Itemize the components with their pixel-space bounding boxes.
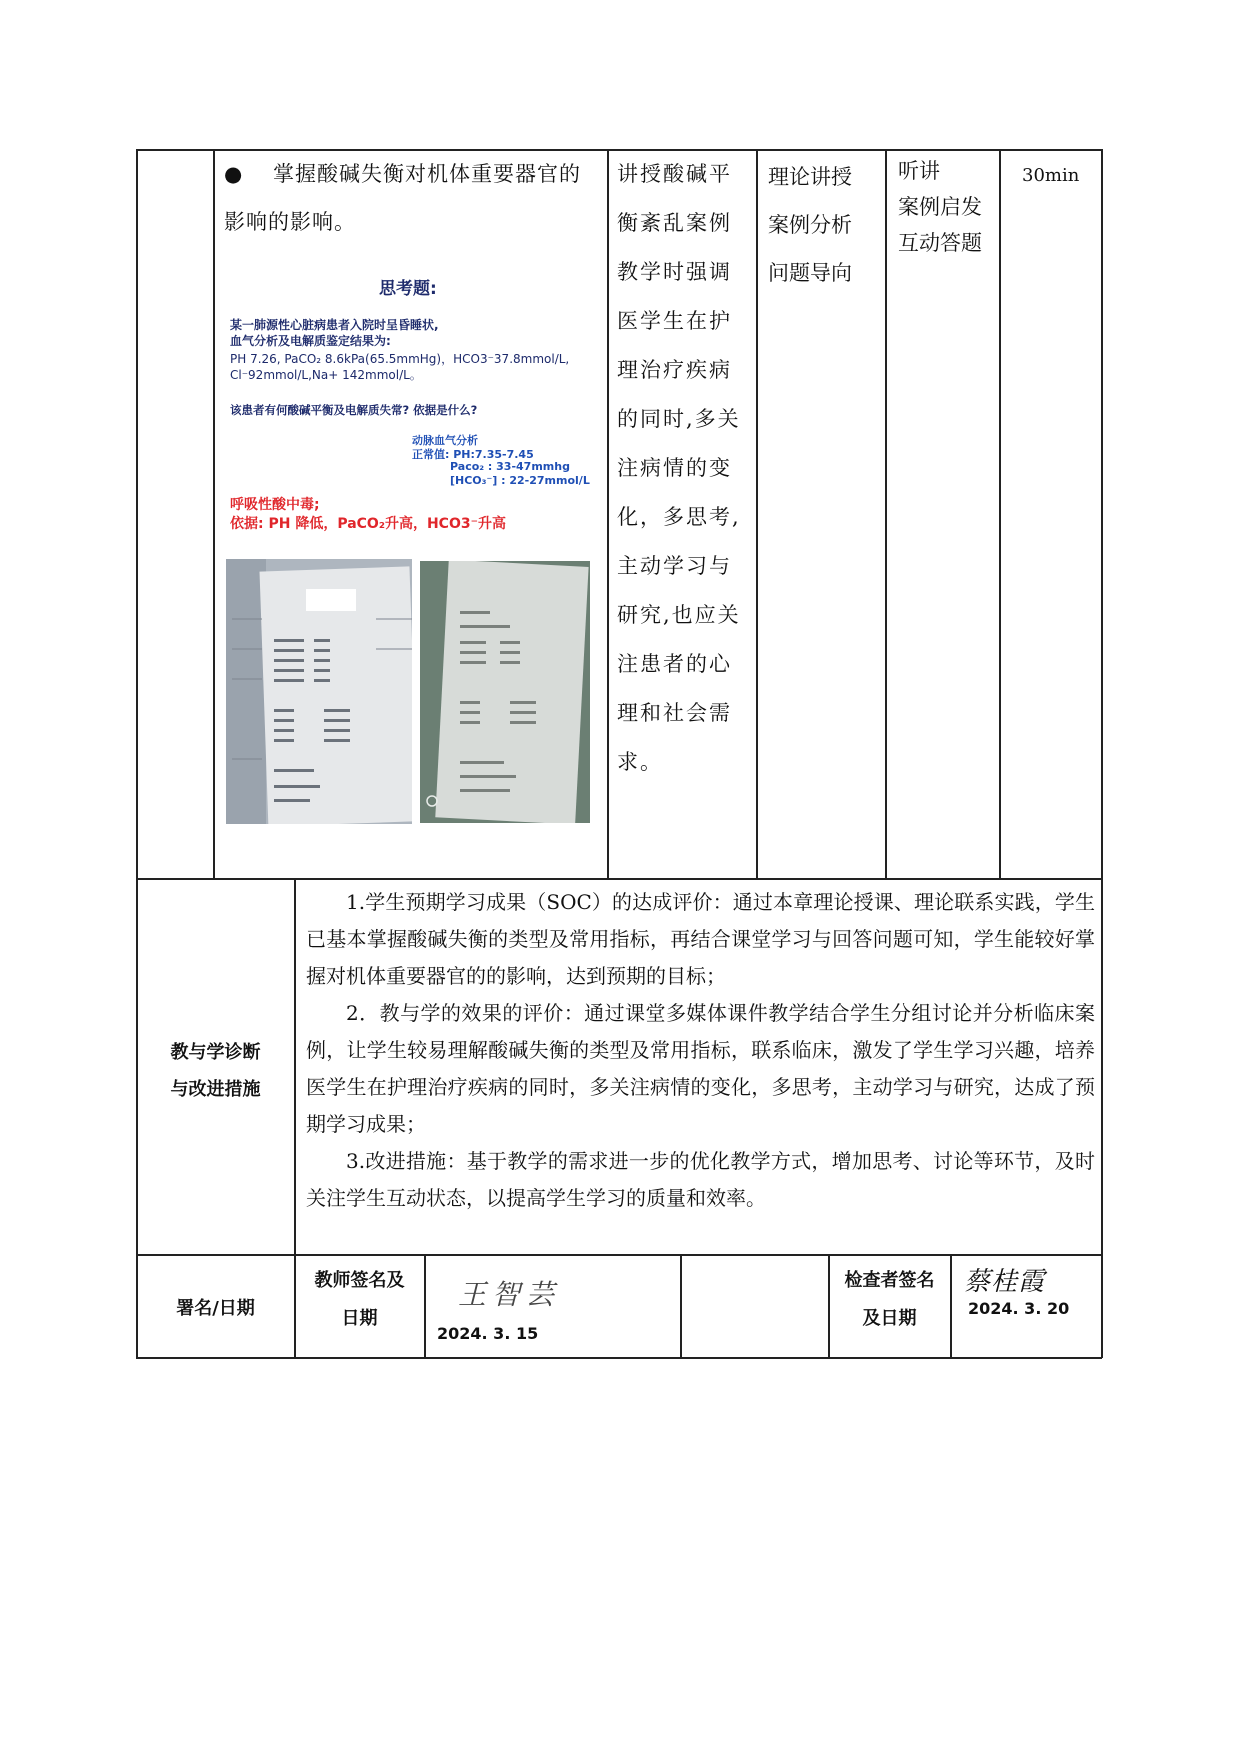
teacher-sign-label-line1: 教师签名及 <box>314 1270 405 1291</box>
learning-objective: ● 掌握酸碱失衡对机体重要器官的影响的影响。 <box>224 162 581 234</box>
ideology-line: 注患者的心 <box>617 652 732 676</box>
checker-sign-label <box>829 1262 950 1338</box>
checker-signature-image <box>962 1258 1082 1298</box>
table-border-row1-bottom <box>136 878 1102 880</box>
row1-divider-5 <box>999 149 1001 879</box>
checker-sign-label-line1: 检查者签名 <box>844 1270 935 1291</box>
ideology-line: 衡紊乱案例 <box>617 211 732 235</box>
teacher-sign-label-line2: 日期 <box>341 1308 378 1329</box>
table-border-left <box>136 149 138 1358</box>
diagnosis-paragraph: 2．教与学的效果的评价：通过课堂多媒体课件教学结合学生分组讨论并分析临床案例，让学生较易理解酸碱失衡的类型及常用指标，联系临床，激发了学生学习兴趣，培养医学生在护理治疗疾病的同时，多关注病情的变化，多思考，主动学习与研究，达成了预期学习成果； <box>306 1001 1095 1136</box>
signature-label: 署名/日期 <box>176 1298 255 1319</box>
checker-sign-date: 2024. 3. 20 <box>968 1299 1070 1318</box>
row1-divider-1 <box>213 149 215 879</box>
ideology-line: 医学生在护 <box>617 309 732 333</box>
slide-title: 思考题: <box>379 279 437 299</box>
ideology-line: 研究,也应关 <box>617 603 741 627</box>
method-item: 问题导向 <box>768 261 852 285</box>
method-item: 理论讲授 <box>768 165 852 189</box>
lab-report-photo-left <box>226 559 412 824</box>
slide-ref-title: 动脉血气分析 <box>412 434 478 447</box>
row3-divider-2 <box>680 1254 682 1358</box>
ideology-line: 讲授酸碱平 <box>617 162 732 186</box>
time-value: 30min <box>1022 165 1080 186</box>
activity-item: 案例启发 <box>898 195 982 219</box>
slide-ref-line: [HCO₃⁻] : 22-27mmol/L <box>450 474 590 487</box>
slide-question-line: 某一肺源性心脏病患者入院时呈昏睡状, <box>230 318 439 332</box>
slide-question-line: 血气分析及电解质鉴定结果为: <box>230 334 391 348</box>
slide-question-line: 该患者有何酸碱平衡及电解质失常? 依据是什么? <box>230 403 478 417</box>
teacher-signature-glyphs: 王智芸 <box>458 1278 561 1311</box>
ideology-line: 化，多思考, <box>617 505 741 529</box>
activity-item: 互动答题 <box>898 231 982 255</box>
methods-column <box>768 153 883 297</box>
slide-ref-line: 正常值: PH:7.35-7.45 <box>412 448 534 461</box>
ideology-line: 的同时,多关 <box>617 407 741 431</box>
method-item: 案例分析 <box>768 213 852 237</box>
diagnosis-label <box>137 1034 294 1108</box>
activity-item: 听讲 <box>898 159 940 183</box>
slide-question-line: Cl⁻92mmol/L,Na+ 142mmol/L。 <box>230 368 422 382</box>
ideology-line: 理治疗疾病 <box>617 358 732 382</box>
checker-signature-glyphs: 蔡桂霞 <box>964 1267 1046 1297</box>
slide-answer-line: 呼吸性酸中毒; <box>230 497 320 513</box>
row1-divider-3 <box>756 149 758 879</box>
row3-divider-4 <box>950 1254 952 1358</box>
activities-column <box>898 153 998 261</box>
teacher-sign-label <box>295 1262 424 1338</box>
slide-answer-line: 依据: PH 降低，PaCO₂升高，HCO3⁻升高 <box>230 516 506 532</box>
lab-report-photo-right <box>420 561 590 823</box>
ideology-column <box>617 150 752 787</box>
case-slide <box>224 260 599 540</box>
ideology-line: 求。 <box>617 750 663 774</box>
ideology-line: 理和社会需 <box>617 701 732 725</box>
teacher-sign-date: 2024. 3. 15 <box>437 1324 539 1343</box>
table-border-row2-bottom <box>136 1254 1102 1256</box>
row1-divider-2 <box>607 149 609 879</box>
row1-divider-4 <box>885 149 887 879</box>
table-border-bottom <box>136 1357 1102 1359</box>
diagnosis-label-line2: 与改进措施 <box>170 1079 261 1100</box>
slide-ref-line: Paco₂ : 33-47mmhg <box>450 460 570 473</box>
row3-divider-1 <box>424 1254 426 1358</box>
teacher-signature-image <box>450 1268 580 1316</box>
ideology-line: 注病情的变 <box>617 456 732 480</box>
diagnosis-paragraph: 3.改进措施：基于教学的需求进一步的优化教学方式，增加思考、讨论等环节，及时关注学生互动状态，以提高学生学习的质量和效率。 <box>306 1149 1095 1210</box>
ideology-line: 主动学习与 <box>617 554 732 578</box>
ideology-line: 教学时强调 <box>617 260 732 284</box>
table-border-right <box>1101 149 1103 1358</box>
checker-sign-label-line2: 及日期 <box>862 1308 917 1329</box>
diagnosis-label-line1: 教与学诊断 <box>170 1042 261 1063</box>
slide-question-line: PH 7.26, PaCO₂ 8.6kPa(65.5mmHg)，HCO3⁻37.8mmol/L, <box>230 352 570 366</box>
diagnosis-content <box>306 884 1095 1217</box>
diagnosis-paragraph: 1.学生预期学习成果（SOC）的达成评价：通过本章理论授课、理论联系实践，学生已基本掌握酸碱失衡的类型及常用指标，再结合课堂学习与回答问题可知，学生能较好掌握对机体重要器官的的影响，达到预期的目标； <box>306 890 1095 988</box>
